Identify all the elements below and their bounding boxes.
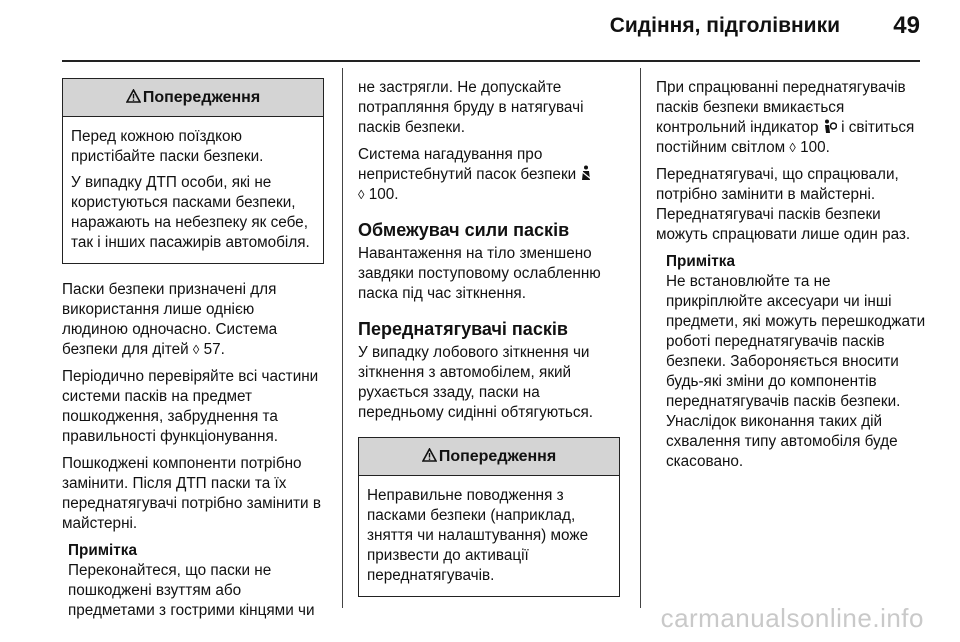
- watermark: carmanualsonline.info: [660, 603, 924, 633]
- column-divider-1: [342, 68, 343, 608]
- section-heading-pretensioners: Переднатягувачі пасків: [358, 319, 568, 339]
- warning-title: Попередження: [142, 89, 261, 106]
- seatbelt-icon: [580, 165, 592, 181]
- warning-triangle-icon: [422, 448, 437, 462]
- page-reference: 100.: [800, 139, 830, 156]
- note-title: Примітка: [68, 542, 137, 559]
- section-heading-force-limiter: Обмежувач сили пасків: [358, 220, 570, 240]
- page-number: 49: [893, 12, 920, 39]
- note-block: [666, 252, 926, 472]
- warning-title: Попередження: [438, 448, 557, 465]
- paragraph-belt-usage: Паски безпеки призначені для використання лише однією людиною одночасно. Система безпеки для дітей ◊ 57.: [62, 281, 278, 358]
- column-1: [62, 78, 324, 621]
- note-text: Переконайтеся, що паски не пошкоджені взуттям або предметами з гострими кінцями чи: [68, 562, 315, 619]
- header-divider: [62, 60, 920, 62]
- page-header-title: Сидіння, підголівники: [609, 14, 840, 37]
- warning-triangle-icon: [126, 89, 141, 103]
- warning-text: Неправильне поводження з пасками безпеки (наприклад, зняття чи налаштування) може призвести до активації переднатягувачів.: [367, 487, 589, 584]
- warning-box: [358, 437, 620, 597]
- warning-header: [63, 79, 323, 117]
- warning-header: [359, 438, 619, 476]
- warning-box: [62, 78, 324, 264]
- page-reference-icon: ◊: [192, 342, 200, 357]
- column-divider-2: [640, 68, 641, 608]
- warning-text-1: Перед кожною поїздкою пристібайте паски безпеки.: [71, 128, 264, 165]
- column-3: [656, 78, 926, 472]
- paragraph-indicator: При спрацюванні переднатягувачів пасків безпеки вмикається контрольний індикатор і світиться постійним світлом ◊ 100.: [656, 79, 915, 156]
- paragraph-pretensioners: У випадку лобового зіткнення чи зіткнення з автомобілем, який рухається ззаду, паски на передньому сидінні обтягуються.: [358, 344, 594, 421]
- paragraph-continued: не застрягли. Не допускайте потрапляння бруду в натягувачі пасків безпеки.: [358, 79, 584, 136]
- airbag-indicator-icon: [823, 119, 837, 134]
- note-title: Примітка: [666, 253, 735, 270]
- paragraph-inspection: Періодично перевіряйте всі частини системи пасків на предмет пошкодження, забруднення та правильності функціонування.: [62, 368, 319, 445]
- paragraph-replacement: Переднатягувачі, що спрацювали, потрібно замінити в майстерні. Переднатягувачі пасків безпеки можуть спрацювати лише один раз.: [656, 166, 911, 243]
- note-text: Не встановлюйте та не прикріплюйте аксесуари чи інші предмети, які можуть перешкоджати роботі переднатягувачів пасків безпеки. Забороняється вносити будь-які зміни до компонентів переднатягувачів пасків безпеки. Унаслідок виконання таких дій схвалення типу автомобіля буде скасовано.: [666, 273, 926, 470]
- page-reference-icon: ◊: [789, 140, 796, 155]
- page-reference: 100.: [368, 186, 399, 203]
- page-reference-icon: ◊: [358, 187, 365, 202]
- paragraph-force-limiter: Навантаження на тіло зменшено завдяки поступовому ослабленню паска під час зіткнення.: [358, 245, 601, 302]
- column-2: [358, 78, 620, 611]
- page-reference: 57.: [203, 341, 225, 358]
- warning-text-2: У випадку ДТП особи, які не користуються пасками безпеки, наражають на небезпеку як себе, так і інших пасажирів автомобіля.: [71, 174, 310, 251]
- paragraph-replacement: Пошкоджені компоненти потрібно замінити. Після ДТП паски та їх переднатягувачі потрібно замінити в майстерні.: [62, 455, 321, 532]
- note-block: [68, 541, 324, 621]
- paragraph-reminder: Система нагадування про непристебнутий пасок безпеки ◊ 100.: [358, 145, 620, 205]
